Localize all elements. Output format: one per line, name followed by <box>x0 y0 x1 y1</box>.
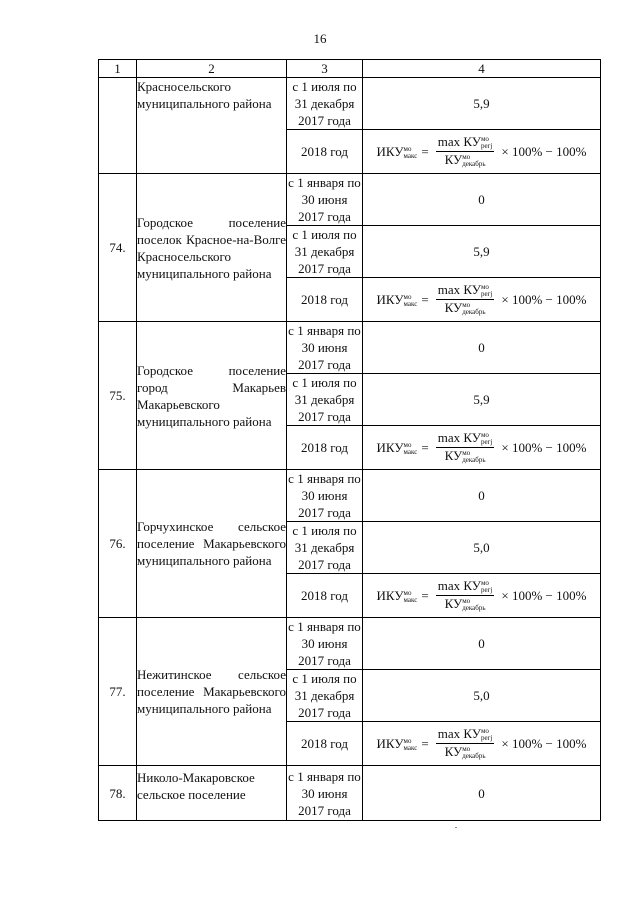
index-formula <box>363 426 601 470</box>
municipality-name: Красносельского муниципального района <box>137 78 287 174</box>
formula-tail: × 100% − 100% <box>501 736 587 751</box>
period: с 1 июля по 31 декабря 2017 года <box>287 374 363 426</box>
index-formula <box>363 130 601 174</box>
formula-lhs: ИКУ мо макс <box>376 735 418 752</box>
period: с 1 января по 30 июня 2017 года <box>288 175 361 224</box>
formula-tail: × 100% − 100% <box>501 440 587 455</box>
formula-lhs: ИКУ мо макс <box>376 143 418 160</box>
table-row <box>99 470 601 522</box>
formula-fraction: max КУ мо peгj КУ мо декабрь <box>437 429 493 465</box>
formula-fraction: max КУ мо peгj КУ мо декабрь <box>437 133 493 169</box>
period: с 1 июля по 31 декабря 2017 года <box>287 226 363 278</box>
period: с 1 июля по 31 декабря 2017 года <box>287 670 363 722</box>
equals-sign: = <box>421 588 429 603</box>
table-row <box>99 322 601 374</box>
formula-fraction: max КУ мо peгj КУ мо декабрь <box>437 725 493 761</box>
index-value: 0 <box>363 174 601 226</box>
index-formula <box>363 278 601 322</box>
period: 2018 год <box>287 574 363 618</box>
period: 2018 год <box>287 722 363 766</box>
index-formula <box>363 722 601 766</box>
formula-tail: × 100% − 100% <box>501 292 587 307</box>
index-value: 0 <box>363 470 601 522</box>
equals-sign: = <box>421 736 429 751</box>
formula-tail: × 100% − 100% <box>501 588 587 603</box>
formula-lhs: ИКУ мо макс <box>376 587 418 604</box>
row-number: 76. <box>99 470 137 618</box>
header-row <box>99 60 601 78</box>
row-number <box>99 78 137 174</box>
header-col-4: 4 <box>363 60 601 78</box>
scan-artifact <box>455 827 457 828</box>
period: с 1 января по 30 июня 2017 года <box>287 766 363 821</box>
row-number: 75. <box>99 322 137 470</box>
period: с 1 июля по 31 декабря 2017 года <box>287 78 363 130</box>
index-value: 5,9 <box>363 226 601 278</box>
municipality-name: Горчухинское сельское поселение Макарьевского муниципального района <box>137 470 287 618</box>
formula-fraction: max КУ мо peгj КУ мо декабрь <box>437 281 493 317</box>
table-row <box>99 766 601 821</box>
row-number: 77. <box>99 618 137 766</box>
header-col-2: 2 <box>137 60 287 78</box>
period: 2018 год <box>287 426 363 470</box>
index-value: 0 <box>363 322 601 374</box>
index-value: 5,9 <box>363 374 601 426</box>
tariff-table <box>98 59 601 821</box>
municipality-name: Николо-Макаровское сельское поселение <box>137 766 287 821</box>
period: с 1 января по 30 июня 2017 года <box>288 471 361 520</box>
municipality-name: Нежитинское сельское поселение Макарьевского муниципального района <box>137 618 287 766</box>
index-value: 5,0 <box>363 522 601 574</box>
index-value: 0 <box>363 618 601 670</box>
header-col-1: 1 <box>99 60 137 78</box>
period: 2018 год <box>287 130 363 174</box>
formula-lhs: ИКУ мо макс <box>376 291 418 308</box>
table-row <box>99 78 601 130</box>
equals-sign: = <box>421 440 429 455</box>
municipality-name: Городское поселение город Макарьев Макарьевского муниципального района <box>137 322 287 470</box>
period: с 1 января по 30 июня 2017 года <box>288 619 361 668</box>
row-number: 78. <box>99 766 137 821</box>
municipality-name: Городское поселение поселок Красное-на-Волге Красносельского муниципального района <box>137 174 287 322</box>
header-col-3: 3 <box>287 60 363 78</box>
index-value: 0 <box>363 766 601 821</box>
formula-lhs: ИКУ мо макс <box>376 439 418 456</box>
equals-sign: = <box>421 292 429 307</box>
formula-fraction: max КУ мо peгj КУ мо декабрь <box>437 577 493 613</box>
equals-sign: = <box>421 144 429 159</box>
index-value: 5,9 <box>363 78 601 130</box>
period: с 1 января по 30 июня 2017 года <box>288 323 361 372</box>
table-row <box>99 174 601 226</box>
row-number: 74. <box>99 174 137 322</box>
index-formula <box>363 574 601 618</box>
period: 2018 год <box>287 278 363 322</box>
formula-tail: × 100% − 100% <box>501 144 587 159</box>
index-value: 5,0 <box>363 670 601 722</box>
period: с 1 июля по 31 декабря 2017 года <box>287 522 363 574</box>
table-row <box>99 618 601 670</box>
page-number: 16 <box>313 31 327 46</box>
